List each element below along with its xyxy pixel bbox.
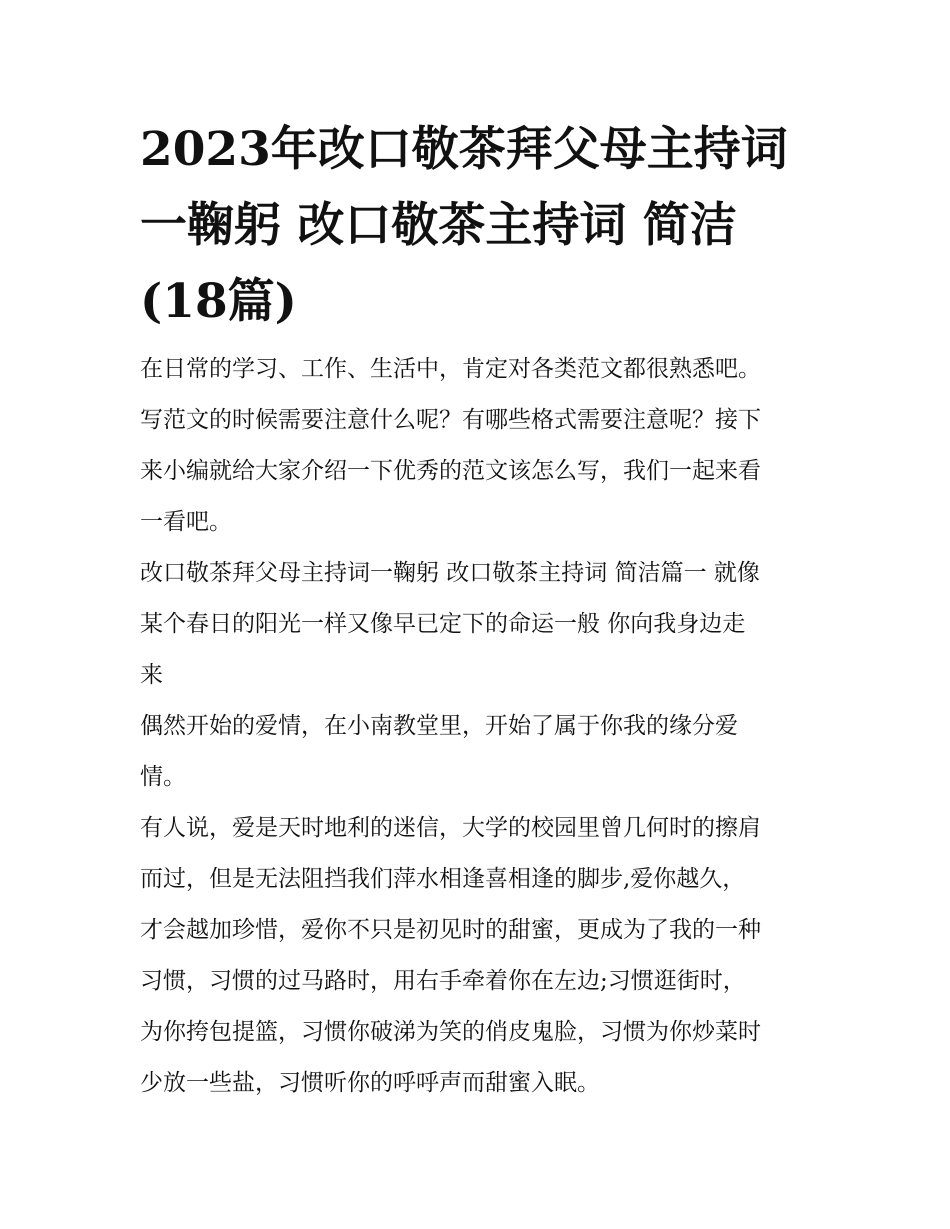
text-line: 一看吧。 — [140, 509, 232, 535]
text-line: 情。 — [140, 764, 186, 790]
document-body — [140, 344, 812, 1109]
paragraph-intro — [140, 344, 812, 548]
text-line: 改口敬茶拜父母主持词一鞠躬 改口敬茶主持词 简洁篇一 就像 — [140, 560, 760, 586]
text-line: 而过，但是无法阻挡我们萍水相逢喜相逢的脚步,爱你越久， — [140, 866, 746, 892]
text-line: 有人说，爱是天时地利的迷信，大学的校园里曾几何时的擦肩 — [140, 815, 761, 841]
title-line: 一鞠躬 改口敬茶主持词 简洁 — [140, 198, 737, 253]
document-page — [140, 112, 812, 1109]
title-line: (18篇) — [140, 274, 297, 329]
text-line: 少放一些盐，习惯听你的呼呼声而甜蜜入眠。 — [140, 1070, 600, 1096]
text-line: 为你挎包提篮，习惯你破涕为笑的俏皮鬼脸，习惯为你炒菜时 — [140, 1019, 761, 1045]
title-line: 2023年改口敬茶拜父母主持词 — [140, 122, 788, 177]
paragraph-section-one — [140, 548, 812, 701]
paragraph-love-start — [140, 701, 812, 803]
paragraph-habits — [140, 803, 812, 1109]
text-line: 才会越加珍惜，爱你不只是初见时的甜蜜，更成为了我的一种 — [140, 917, 761, 943]
text-line: 习惯，习惯的过马路时，用右手牵着你在左边;习惯逛街时， — [140, 968, 746, 994]
text-line: 在日常的学习、工作、生活中，肯定对各类范文都很熟悉吧。 — [140, 356, 761, 382]
document-title — [140, 112, 812, 340]
text-line: 来小编就给大家介绍一下优秀的范文该怎么写，我们一起来看 — [140, 458, 761, 484]
text-line: 写范文的时候需要注意什么呢？有哪些格式需要注意呢？接下 — [140, 407, 761, 433]
text-line: 某个春日的阳光一样又像早已定下的命运一般 你向我身边走 — [140, 611, 746, 637]
text-line: 偶然开始的爱情，在小南教堂里，开始了属于你我的缘分爱 — [140, 713, 738, 739]
text-line: 来 — [140, 662, 163, 688]
